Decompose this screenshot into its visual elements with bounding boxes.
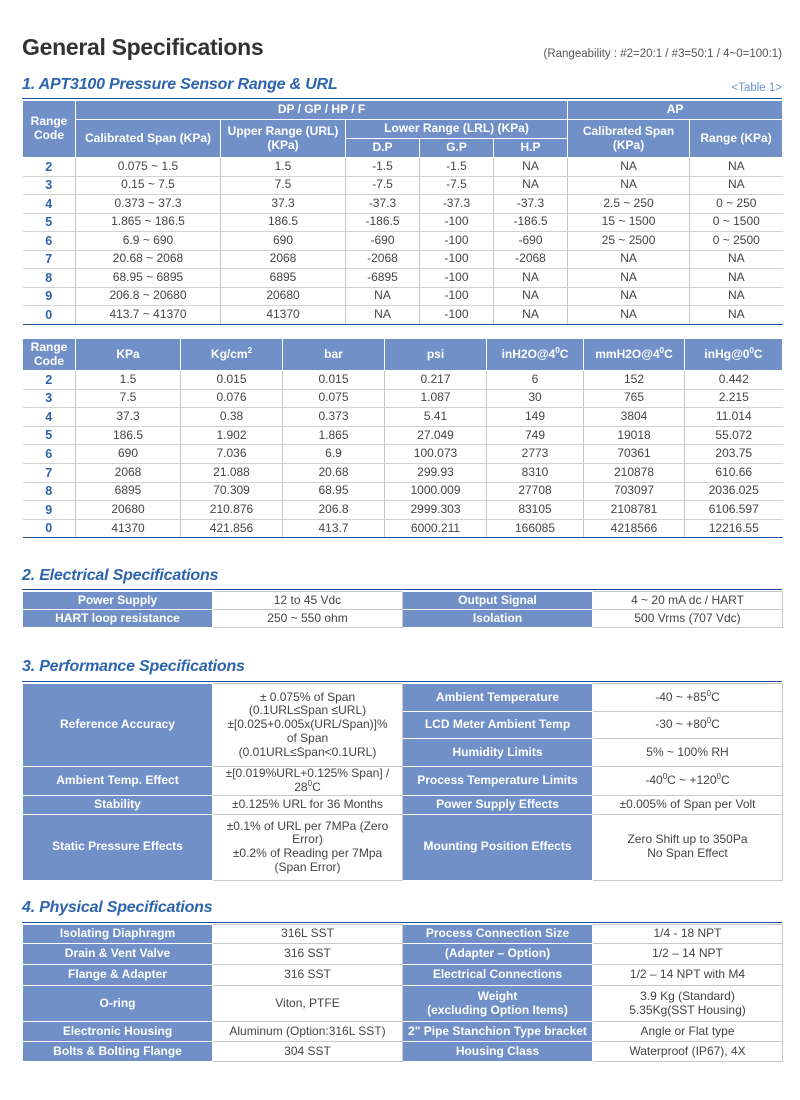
spec-label: HART loop resistance: [23, 610, 213, 628]
spec-value: Angle or Flat type: [593, 1022, 783, 1042]
table-row: [23, 501, 783, 520]
section-divider: [22, 98, 782, 99]
table-row: [23, 250, 783, 269]
table-row: [23, 213, 783, 232]
table-row: [23, 445, 783, 464]
spec-value: 4 ~ 20 mA dc / HART: [593, 592, 783, 610]
table-cell: 1.087: [385, 389, 487, 408]
table-cell: NA: [568, 176, 690, 195]
table-cell: 27.049: [385, 426, 487, 445]
table-cell: 2068: [76, 463, 181, 482]
table-cell: 2999.303: [385, 501, 487, 520]
spec-row: [23, 925, 783, 944]
table-cell: 690: [221, 232, 346, 251]
spec-value: 316 SST: [213, 965, 403, 986]
spec-value: Aluminum (Option:316L SST): [213, 1022, 403, 1042]
range-code-cell: 2: [23, 158, 76, 177]
spec-value: 316L SST: [213, 925, 403, 944]
header-inhg: $inHg@0^0C$: [685, 339, 783, 371]
table-cell: 152: [584, 371, 685, 390]
table-cell: 206.8: [283, 501, 385, 520]
table-cell: -2068: [346, 250, 420, 269]
header-mmh2o: $mmH2O@4^0C$: [584, 339, 685, 371]
table-cell: 690: [76, 445, 181, 464]
table-cell: 70361: [584, 445, 685, 464]
table-cell: 20.68: [283, 463, 385, 482]
range-code-cell: 4: [23, 408, 76, 427]
table-cell: 0.015: [181, 371, 283, 390]
range-code-cell: 5: [23, 426, 76, 445]
table-cell: 6.9 ~ 690: [76, 232, 221, 251]
table-cell: 0.373 ~ 37.3: [76, 195, 221, 214]
spec-label: Flange & Adapter: [23, 965, 213, 986]
reference-accuracy-label: Reference Accuracy: [23, 684, 213, 767]
table-cell: 20.68 ~ 2068: [76, 250, 221, 269]
table-cell: 0.015: [283, 371, 385, 390]
static-pressure-effects-label: Static Pressure Effects: [23, 814, 213, 880]
lcd-ambient-temp-label: LCD Meter Ambient Temp: [403, 712, 593, 739]
section-divider: [22, 589, 782, 590]
table-cell: 68.95 ~ 6895: [76, 269, 221, 288]
table-cell: NA: [568, 250, 690, 269]
table-row: [23, 426, 783, 445]
table-cell: -100: [420, 213, 494, 232]
table-row: [23, 482, 783, 501]
header-range-code: Range Code: [23, 339, 76, 371]
header-kgcm2: $Kg/cm^2$: [181, 339, 283, 371]
spec-value: 1/2 – 14 NPT with M4: [593, 965, 783, 986]
table-cell: 37.3: [76, 408, 181, 427]
range-code-cell: 7: [23, 463, 76, 482]
table-cell: 6000.211: [385, 519, 487, 538]
table-cell: NA: [568, 287, 690, 306]
table-cell: 68.95: [283, 482, 385, 501]
table-row: [23, 463, 783, 482]
table-cell: 765: [584, 389, 685, 408]
table-cell: 0 ~ 1500: [690, 213, 783, 232]
table-row: [23, 195, 783, 214]
header-bar: bar: [283, 339, 385, 371]
header-calibrated-span: Calibrated Span (KPa): [76, 120, 221, 158]
table-cell: 749: [487, 426, 584, 445]
table-cell: 55.072: [685, 426, 783, 445]
section-title-electrical: 2. Electrical Specifications: [22, 567, 219, 584]
power-supply-effects-label: Power Supply Effects: [403, 795, 593, 814]
table-cell: -100: [420, 232, 494, 251]
power-supply-effects-value: ±0.005% of Span per Volt: [593, 795, 783, 814]
table-cell: 12216.55: [685, 519, 783, 538]
table-cell: 7.036: [181, 445, 283, 464]
table-cell: 2773: [487, 445, 584, 464]
header-ap-calibrated-span: Calibrated Span (KPa): [568, 120, 690, 158]
table-cell: 1.865 ~ 186.5: [76, 213, 221, 232]
range-url-table: [22, 100, 783, 325]
table-cell: 83105: [487, 501, 584, 520]
spec-label: (Adapter – Option): [403, 944, 593, 965]
table-cell: 41370: [76, 519, 181, 538]
table-cell: 20680: [221, 287, 346, 306]
table-cell: NA: [494, 306, 568, 325]
table-cell: 421.856: [181, 519, 283, 538]
range-code-cell: 0: [23, 306, 76, 325]
header-ap-group: AP: [568, 101, 783, 120]
table-row: [23, 408, 783, 427]
spec-value: 12 to 45 Vdc: [213, 592, 403, 610]
spec-row: [23, 592, 783, 610]
table-cell: -100: [420, 269, 494, 288]
spec-row: [23, 944, 783, 965]
table-row: [23, 306, 783, 325]
table-row: [23, 371, 783, 390]
table-cell: 1000.009: [385, 482, 487, 501]
spec-label: Housing Class: [403, 1042, 593, 1062]
table-cell: 7.5: [76, 389, 181, 408]
table-cell: 186.5: [221, 213, 346, 232]
range-code-cell: 8: [23, 269, 76, 288]
table-cell: NA: [690, 287, 783, 306]
spec-row: [23, 986, 783, 1022]
spec-value: Waterproof (IP67), 4X: [593, 1042, 783, 1062]
stability-value: ±0.125% URL for 36 Months: [213, 795, 403, 814]
process-temperature-label: Process Temperature Limits: [403, 767, 593, 796]
ambient-temperature-label: Ambient Temperature: [403, 684, 593, 712]
table-cell: -37.3: [420, 195, 494, 214]
table-cell: NA: [494, 269, 568, 288]
electrical-table: [22, 591, 783, 628]
header-dp-group: DP / GP / HP / F: [76, 101, 568, 120]
table-cell: 37.3: [221, 195, 346, 214]
table-cell: 41370: [221, 306, 346, 325]
table-cell: -100: [420, 306, 494, 325]
range-code-cell: 7: [23, 250, 76, 269]
table-cell: 149: [487, 408, 584, 427]
spec-label: Electrical Connections: [403, 965, 593, 986]
table-cell: NA: [346, 287, 420, 306]
table-row: [23, 287, 783, 306]
reference-accuracy-value: ± 0.075% of Span (0.1URL≤Span ≤URL) ±[0.025+0.005x(URL/Span)]% of Span (0.01URL≤Span<0.1URL): [213, 684, 403, 767]
range-code-cell: 9: [23, 501, 76, 520]
table-cell: 6.9: [283, 445, 385, 464]
spec-label: O-ring: [23, 986, 213, 1022]
table-cell: NA: [690, 250, 783, 269]
header-ap-range: Range (KPa): [690, 120, 783, 158]
range-code-cell: 4: [23, 195, 76, 214]
table-row: [23, 389, 783, 408]
table-cell: 0.38: [181, 408, 283, 427]
table-cell: -37.3: [346, 195, 420, 214]
spec-label: Bolts & Bolting Flange: [23, 1042, 213, 1062]
table-cell: -1.5: [420, 158, 494, 177]
rangeability-note: (Rangeability : #2=20:1 / #3=50:1 / 4~0=100:1): [543, 48, 782, 60]
header-range-code: Range Code: [23, 101, 76, 158]
spec-value: 250 ~ 550 ohm: [213, 610, 403, 628]
spec-value: 1/2 – 14 NPT: [593, 944, 783, 965]
table-cell: 1.5: [221, 158, 346, 177]
table-cell: 11.014: [685, 408, 783, 427]
table-cell: 703097: [584, 482, 685, 501]
range-code-cell: 3: [23, 389, 76, 408]
table-cell: -7.5: [346, 176, 420, 195]
table-cell: NA: [568, 158, 690, 177]
table-cell: 100.073: [385, 445, 487, 464]
section-title-performance: 3. Performance Specifications: [22, 658, 245, 675]
table-cell: 299.93: [385, 463, 487, 482]
table-cell: NA: [494, 287, 568, 306]
spec-label: Isolating Diaphragm: [23, 925, 213, 944]
header-kpa: KPa: [76, 339, 181, 371]
ambient-temperature-value: -40 ~ $+85^0C$: [593, 684, 783, 712]
table-row: [23, 158, 783, 177]
mounting-position-effects-label: Mounting Position Effects: [403, 814, 593, 880]
spec-value: 304 SST: [213, 1042, 403, 1062]
table-cell: 5.41: [385, 408, 487, 427]
header-lower-range: Lower Range (LRL) (KPa): [346, 120, 568, 139]
table-cell: -690: [346, 232, 420, 251]
spec-label: Weight (excluding Option Items): [403, 986, 593, 1022]
table-cell: 610.66: [685, 463, 783, 482]
range-code-cell: 6: [23, 445, 76, 464]
table-cell: NA: [568, 306, 690, 325]
humidity-limits-label: Humidity Limits: [403, 739, 593, 767]
table-cell: 1.865: [283, 426, 385, 445]
table-cell: -690: [494, 232, 568, 251]
table-row: [23, 269, 783, 288]
table-cell: -6895: [346, 269, 420, 288]
header-upper-range: Upper Range (URL) (KPa): [221, 120, 346, 158]
table-cell: 8310: [487, 463, 584, 482]
table-cell: 25 ~ 2500: [568, 232, 690, 251]
table-cell: 210878: [584, 463, 685, 482]
table-reference: <Table 1>: [731, 82, 782, 94]
spec-label: Electronic Housing: [23, 1022, 213, 1042]
table-cell: 6: [487, 371, 584, 390]
table-cell: 0.075 ~ 1.5: [76, 158, 221, 177]
table-cell: 6106.597: [685, 501, 783, 520]
section-title-range-url: 1. APT3100 Pressure Sensor Range & URL: [22, 76, 338, 93]
table-cell: -100: [420, 250, 494, 269]
table-cell: NA: [690, 158, 783, 177]
spec-value: 1/4 - 18 NPT: [593, 925, 783, 944]
ambient-temp-effect-label: Ambient Temp. Effect: [23, 767, 213, 796]
table-cell: 30: [487, 389, 584, 408]
table-cell: 203.75: [685, 445, 783, 464]
table-cell: NA: [690, 306, 783, 325]
table-cell: 413.7: [283, 519, 385, 538]
table-cell: 0.076: [181, 389, 283, 408]
table-cell: -100: [420, 287, 494, 306]
section-divider: [22, 922, 782, 923]
table-cell: 2.215: [685, 389, 783, 408]
lcd-ambient-temp-value: -30 ~ $+80^0C$: [593, 712, 783, 739]
spec-row: [23, 1022, 783, 1042]
spec-label: Isolation: [403, 610, 593, 628]
spec-label: Drain & Vent Valve: [23, 944, 213, 965]
table-cell: 166085: [487, 519, 584, 538]
table-cell: 2036.025: [685, 482, 783, 501]
table-cell: 186.5: [76, 426, 181, 445]
range-code-cell: 3: [23, 176, 76, 195]
spec-value: Viton, PTFE: [213, 986, 403, 1022]
spec-label: Output Signal: [403, 592, 593, 610]
table-cell: -186.5: [346, 213, 420, 232]
table-cell: 2068: [221, 250, 346, 269]
section-title-physical: 4. Physical Specifications: [22, 899, 213, 916]
table-cell: 21.088: [181, 463, 283, 482]
range-code-cell: 9: [23, 287, 76, 306]
section-divider: [22, 681, 782, 682]
range-code-cell: 8: [23, 482, 76, 501]
spec-value: 3.9 Kg (Standard) 5.35Kg(SST Housing): [593, 986, 783, 1022]
spec-value: 500 Vrms (707 Vdc): [593, 610, 783, 628]
table-cell: NA: [346, 306, 420, 325]
page-title: General Specifications: [22, 34, 264, 60]
table-cell: 1.5: [76, 371, 181, 390]
table-cell: 20680: [76, 501, 181, 520]
header-dp: D.P: [346, 139, 420, 158]
table-cell: 1.902: [181, 426, 283, 445]
stability-label: Stability: [23, 795, 213, 814]
spec-row: [23, 610, 783, 628]
table-cell: 0.075: [283, 389, 385, 408]
spec-value: 316 SST: [213, 944, 403, 965]
ambient-temp-effect-value: ±[0.019%URL+0.125% Span] / $28^0C$: [213, 767, 403, 796]
table-cell: 6895: [76, 482, 181, 501]
table-cell: 2.5 ~ 250: [568, 195, 690, 214]
table-cell: -37.3: [494, 195, 568, 214]
table-row: [23, 519, 783, 538]
process-temperature-value: $-40^0C$ ~ $+120^0C$: [593, 767, 783, 796]
table-cell: 3804: [584, 408, 685, 427]
table-cell: NA: [568, 269, 690, 288]
table-cell: 7.5: [221, 176, 346, 195]
table-cell: 2108781: [584, 501, 685, 520]
table-cell: 0 ~ 2500: [690, 232, 783, 251]
table-cell: 4218566: [584, 519, 685, 538]
table-cell: 0 ~ 250: [690, 195, 783, 214]
table-cell: 0.373: [283, 408, 385, 427]
table-cell: -186.5: [494, 213, 568, 232]
table-cell: 206.8 ~ 20680: [76, 287, 221, 306]
spec-label: Process Connection Size: [403, 925, 593, 944]
physical-table: [22, 924, 783, 1062]
table-cell: 0.15 ~ 7.5: [76, 176, 221, 195]
static-pressure-effects-value: ±0.1% of URL per 7MPa (Zero Error) ±0.2% of Reading per 7Mpa (Span Error): [213, 814, 403, 880]
table-cell: -1.5: [346, 158, 420, 177]
range-code-cell: 5: [23, 213, 76, 232]
table-cell: 19018: [584, 426, 685, 445]
header-inh2o: $inH2O@4^0C$: [487, 339, 584, 371]
header-hp: H.P: [494, 139, 568, 158]
range-code-cell: 6: [23, 232, 76, 251]
table-cell: NA: [690, 176, 783, 195]
table-cell: 0.442: [685, 371, 783, 390]
table-cell: 6895: [221, 269, 346, 288]
range-code-cell: 2: [23, 371, 76, 390]
spec-row: [23, 965, 783, 986]
table-cell: -2068: [494, 250, 568, 269]
mounting-position-effects-value: Zero Shift up to 350Pa No Span Effect: [593, 814, 783, 880]
spec-row: [23, 1042, 783, 1062]
table-row: [23, 176, 783, 195]
table-cell: 70.309: [181, 482, 283, 501]
table-cell: -7.5: [420, 176, 494, 195]
header-psi: psi: [385, 339, 487, 371]
table-cell: 210.876: [181, 501, 283, 520]
performance-table: [22, 683, 783, 881]
table-cell: NA: [494, 176, 568, 195]
humidity-limits-value: 5% ~ 100% RH: [593, 739, 783, 767]
table-cell: NA: [494, 158, 568, 177]
table-cell: 413.7 ~ 41370: [76, 306, 221, 325]
table-cell: 27708: [487, 482, 584, 501]
table-cell: 15 ~ 1500: [568, 213, 690, 232]
spec-label: 2" Pipe Stanchion Type bracket: [403, 1022, 593, 1042]
unit-conversion-table: [22, 338, 783, 538]
table-cell: NA: [690, 269, 783, 288]
spec-label: Power Supply: [23, 592, 213, 610]
range-code-cell: 0: [23, 519, 76, 538]
table-cell: 0.217: [385, 371, 487, 390]
header-gp: G.P: [420, 139, 494, 158]
table-row: [23, 232, 783, 251]
